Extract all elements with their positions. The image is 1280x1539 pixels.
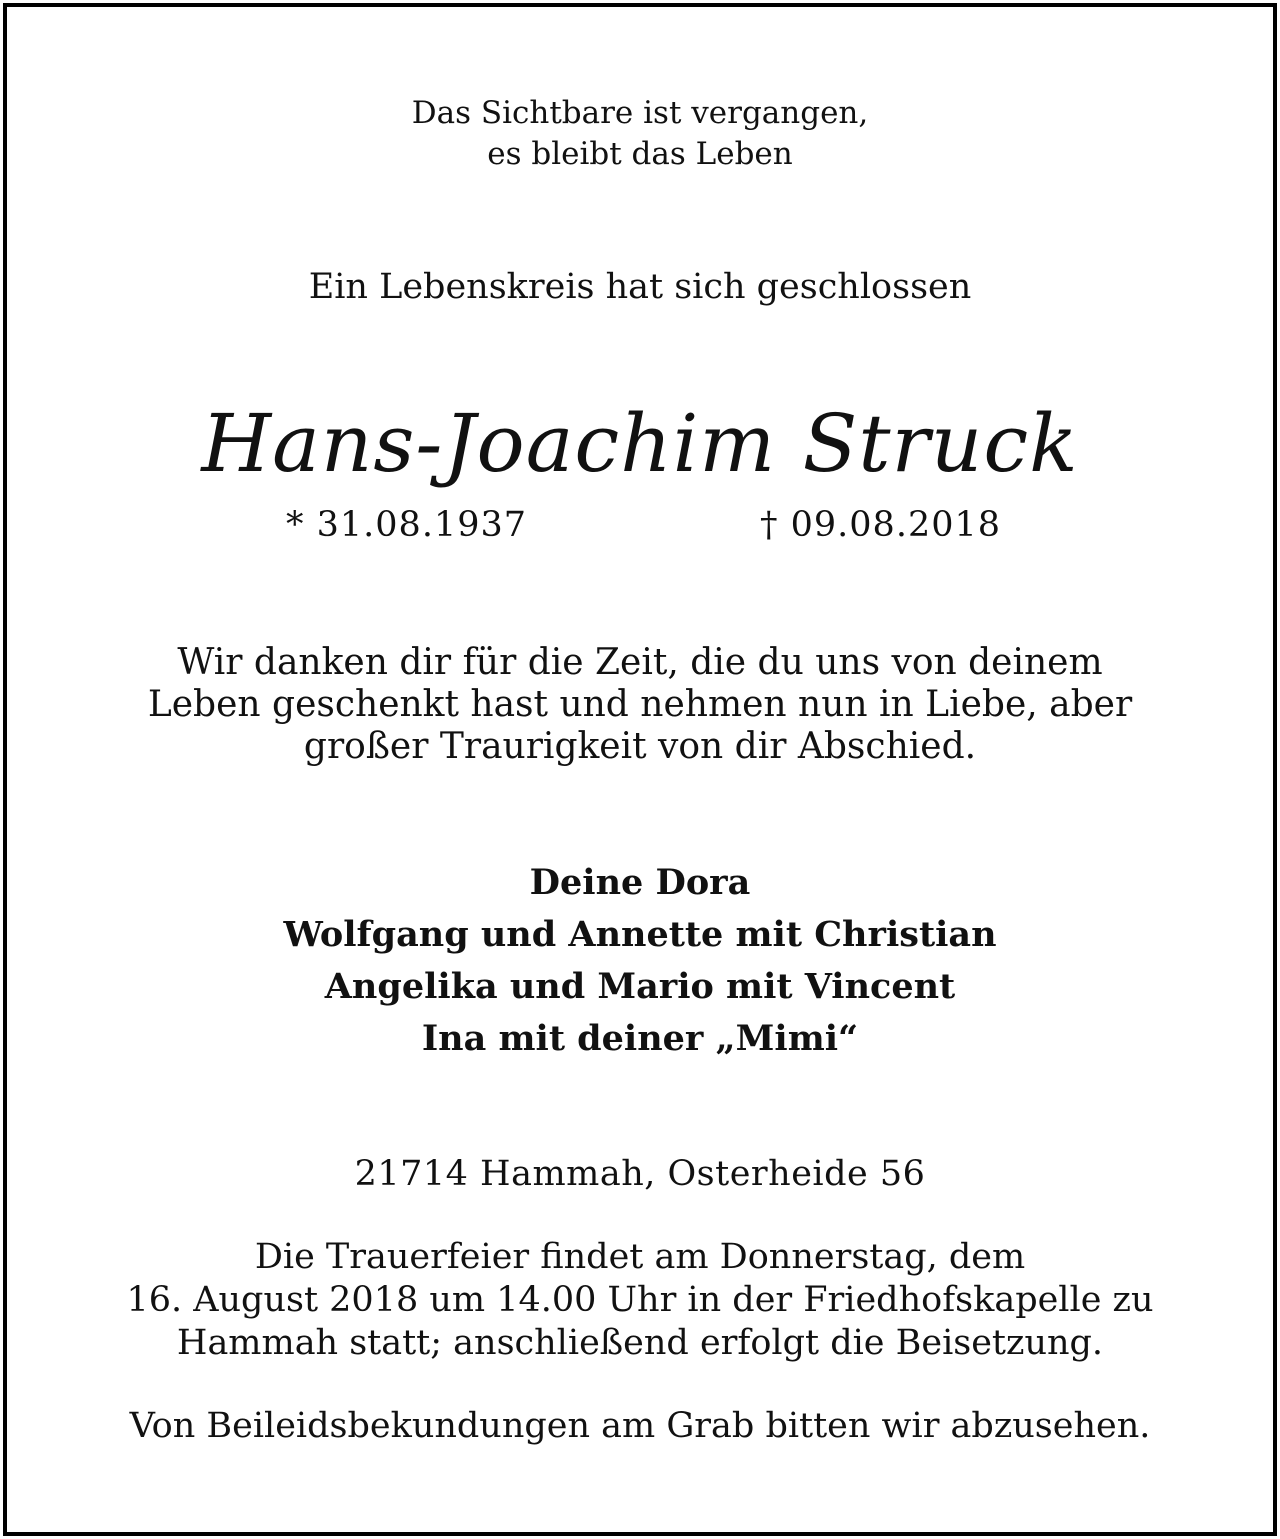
motto-line-1: Das Sichtbare ist vergangen, [411, 95, 869, 131]
message-line-1: Wir danken dir für die Zeit, die du uns von deinem [177, 642, 1103, 683]
family-line-3: Angelika und Mario mit Vincent [324, 966, 956, 1007]
lead-text: Ein Lebenskreis hat sich geschlossen [308, 267, 972, 307]
service-line-3: Hammah statt; anschließend erfolgt die Beisetzung. [176, 1323, 1104, 1363]
service-line-2: 16. August 2018 um 14.00 Uhr in der Friedhofskapelle zu [126, 1280, 1154, 1320]
message-line-2: Leben geschenkt hast und nehmen nun in Liebe, aber [147, 684, 1133, 725]
message-line-3: großer Traurigkeit von dir Abschied. [303, 726, 977, 767]
family-line-1: Deine Dora [529, 862, 751, 903]
service-line-1: Die Trauerfeier findet am Donnerstag, dem [254, 1237, 1026, 1277]
family-line-2: Wolfgang und Annette mit Christian [283, 914, 997, 955]
birth-date: * 31.08.1937 [286, 505, 528, 545]
motto-line-2: es bleibt das Leben [487, 136, 793, 172]
family-line-4: Ina mit deiner „Mimi“ [421, 1018, 859, 1059]
deceased-name: Hans-Joachim Struck [201, 397, 1079, 490]
death-date: † 09.08.2018 [760, 505, 1002, 545]
address: 21714 Hammah, Osterheide 56 [354, 1154, 926, 1194]
closing-note: Von Beileidsbekundungen am Grab bitten wir abzusehen. [129, 1406, 1151, 1446]
